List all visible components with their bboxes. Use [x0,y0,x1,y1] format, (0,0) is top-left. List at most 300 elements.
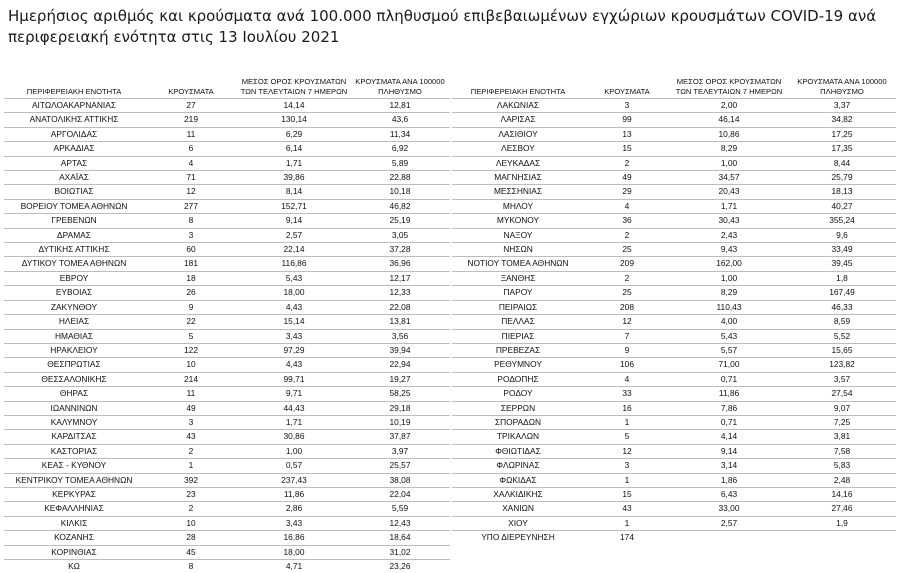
table-row [4,444,450,458]
cases-cell: 10 [144,516,238,530]
avg7-cell: 30,86 [238,430,350,444]
rate-cell: 12,43 [350,516,450,530]
table-row [4,199,450,213]
table-row [4,358,450,372]
cases-cell: 1 [584,516,670,530]
rate-cell: 11,34 [350,127,450,141]
table-row [4,487,450,501]
rate-cell: 5,59 [350,502,450,516]
avg7-cell: 20,43 [670,185,788,199]
region-name-cell: ΚΕΝΤΡΙΚΟΥ ΤΟΜΕΑ ΑΘΗΝΩΝ [4,473,144,487]
rate-cell: 5,52 [788,329,896,343]
region-name-cell: ΜΥΚΟΝΟΥ [452,214,584,228]
cases-cell: 3 [584,99,670,113]
avg7-cell: 8,29 [670,286,788,300]
rate-cell: 9,07 [788,401,896,415]
cases-cell: 1 [144,459,238,473]
region-name-cell: ΚΟΡΙΝΘΙΑΣ [4,545,144,559]
region-name-cell: ΚΩ [4,560,144,573]
rate-cell: 167,49 [788,286,896,300]
avg7-cell: 9,14 [238,214,350,228]
cases-cell: 27 [144,99,238,113]
rate-cell: 29,18 [350,401,450,415]
table-row [4,271,450,285]
avg7-cell: 9,14 [670,444,788,458]
table-row [452,199,896,213]
table-row [452,444,896,458]
table-row [4,343,450,357]
rate-cell: 3,56 [350,329,450,343]
rate-cell: 5,83 [788,459,896,473]
cases-cell: 49 [144,401,238,415]
avg7-cell: 5,57 [670,343,788,357]
table-row [4,228,450,242]
table-row [4,329,450,343]
table-row [4,243,450,257]
right-table-body [452,99,896,545]
avg7-cell: 130,14 [238,113,350,127]
rate-cell: 10,18 [350,185,450,199]
avg7-cell: 5,43 [670,329,788,343]
avg7-cell: 162,00 [670,257,788,271]
avg7-cell: 7,86 [670,401,788,415]
region-name-cell: ΠΡΕΒΕΖΑΣ [452,343,584,357]
table-row [452,372,896,386]
region-name-cell: ΓΡΕΒΕΝΩΝ [4,214,144,228]
cases-cell: 33 [584,387,670,401]
table-row [452,113,896,127]
region-name-cell: ΑΡΚΑΔΙΑΣ [4,142,144,156]
rate-cell: 10,19 [350,415,450,429]
avg7-cell: 30,43 [670,214,788,228]
table-row [452,127,896,141]
avg7-cell: 152,71 [238,199,350,213]
avg7-cell: 46,14 [670,113,788,127]
rate-header: ΚΡΟΥΣΜΑΤΑ ΑΝΑ 100000 ΠΛΗΘΥΣΜΟ [788,66,896,99]
cases-cell: 99 [584,113,670,127]
cases-cell: 392 [144,473,238,487]
rate-cell: 13,81 [350,315,450,329]
region-name-cell: ΚΕΑΣ - ΚΥΘΝΟΥ [4,459,144,473]
cases-cell: 23 [144,487,238,501]
rate-cell: 12,33 [350,286,450,300]
avg7-cell: 3,14 [670,459,788,473]
region-name-cell: ΑΝΑΤΟΛΙΚΗΣ ΑΤΤΙΚΗΣ [4,113,144,127]
rate-cell: 8,44 [788,156,896,170]
rate-cell: 17,25 [788,127,896,141]
rate-cell: 23,26 [350,560,450,573]
avg7-cell: 4,43 [238,300,350,314]
rate-cell: 25,79 [788,171,896,185]
avg7-cell: 2,86 [238,502,350,516]
cases-cell: 122 [144,343,238,357]
table-row [4,516,450,530]
table-row [4,372,450,386]
rate-cell: 58,25 [350,387,450,401]
cases-cell: 5 [584,430,670,444]
cases-cell: 71 [144,171,238,185]
cases-cell: 214 [144,372,238,386]
rate-cell: 17,35 [788,142,896,156]
table-row [4,415,450,429]
region-name-cell: ΚΙΛΚΙΣ [4,516,144,530]
rate-cell: 355,24 [788,214,896,228]
avg7-cell: 39,86 [238,171,350,185]
cases-cell: 2 [144,502,238,516]
cases-cell: 1 [584,415,670,429]
cases-cell: 28 [144,531,238,545]
table-row [4,560,450,573]
region-name-cell: ΚΟΖΑΝΗΣ [4,531,144,545]
avg7-cell: 11,86 [670,387,788,401]
cases-cell: 2 [584,271,670,285]
cases-cell: 12 [144,185,238,199]
avg7-cell: 110,43 [670,300,788,314]
cases-cell: 106 [584,358,670,372]
cases-cell: 2 [584,228,670,242]
rate-cell: 33,49 [788,243,896,257]
region-name-cell: ΚΑΡΔΙΤΣΑΣ [4,430,144,444]
avg7-cell: 1,00 [670,271,788,285]
region-name-cell: ΝΗΣΩΝ [452,243,584,257]
avg7-cell: 97,29 [238,343,350,357]
cases-cell: 4 [584,372,670,386]
table-row [452,228,896,242]
cases-cell: 8 [144,560,238,573]
rate-cell: 18,64 [350,531,450,545]
region-name-cell: ΣΕΡΡΩΝ [452,401,584,415]
region-name-cell: ΜΕΣΣΗΝΙΑΣ [452,185,584,199]
avg7-cell: 1,71 [670,199,788,213]
rate-cell [788,531,896,545]
avg7-header: ΜΕΣΟΣ ΟΡΟΣ ΚΡΟΥΣΜΑΤΩΝ ΤΩΝ ΤΕΛΕΥΤΑΙΩΝ 7 ΗΜΕΡΩΝ [238,66,350,99]
cases-cell: 16 [584,401,670,415]
rate-cell: 8,59 [788,315,896,329]
region-name-cell: ΦΛΩΡΙΝΑΣ [452,459,584,473]
avg7-cell: 99,71 [238,372,350,386]
region-name-cell: ΧΑΛΚΙΔΙΚΗΣ [452,487,584,501]
rate-cell: 19,27 [350,372,450,386]
region-name-cell: ΠΙΕΡΙΑΣ [452,329,584,343]
avg7-cell: 22,14 [238,243,350,257]
table-row [4,99,450,113]
region-header: ΠΕΡΙΦΕΡΕΙΑΚΗ ΕΝΟΤΗΤΑ [4,66,144,99]
table-row [452,401,896,415]
table-row [452,329,896,343]
region-name-cell: ΦΘΙΩΤΙΔΑΣ [452,444,584,458]
region-name-cell: ΧΑΝΙΩΝ [452,502,584,516]
region-name-cell: ΡΟΔΟΥ [452,387,584,401]
region-name-cell: ΝΟΤΙΟΥ ΤΟΜΕΑ ΑΘΗΝΩΝ [452,257,584,271]
table-row [4,171,450,185]
rate-cell: 12,81 [350,99,450,113]
avg7-cell: 71,00 [670,358,788,372]
avg7-cell: 1,00 [238,444,350,458]
table-row [4,127,450,141]
region-name-cell: ΙΩΑΝΝΙΝΩΝ [4,401,144,415]
cases-cell: 4 [584,199,670,213]
avg7-cell: 2,57 [238,228,350,242]
region-name-cell: ΔΥΤΙΚΟΥ ΤΟΜΕΑ ΑΘΗΝΩΝ [4,257,144,271]
rate-cell: 43,6 [350,113,450,127]
cases-cell: 60 [144,243,238,257]
table-row [452,430,896,444]
cases-cell: 5 [144,329,238,343]
avg7-cell: 16,86 [238,531,350,545]
rate-cell: 123,82 [788,358,896,372]
region-name-cell: ΒΟΡΕΙΟΥ ΤΟΜΕΑ ΑΘΗΝΩΝ [4,199,144,213]
cases-cell: 174 [584,531,670,545]
table-row [452,214,896,228]
avg7-cell: 3,43 [238,329,350,343]
rate-cell: 9,6 [788,228,896,242]
avg7-header: ΜΕΣΟΣ ΟΡΟΣ ΚΡΟΥΣΜΑΤΩΝ ΤΩΝ ΤΕΛΕΥΤΑΙΩΝ 7 ΗΜΕΡΩΝ [670,66,788,99]
avg7-cell: 33,00 [670,502,788,516]
rate-cell: 6,92 [350,142,450,156]
rate-header: ΚΡΟΥΣΜΑΤΑ ΑΝΑ 100000 ΠΛΗΘΥΣΜΟ [350,66,450,99]
left-table [4,66,450,573]
rate-cell: 5,89 [350,156,450,170]
table-row [4,531,450,545]
avg7-cell: 2,00 [670,99,788,113]
rate-cell: 14,16 [788,487,896,501]
table-row [452,343,896,357]
table-row [4,156,450,170]
cases-cell: 3 [144,228,238,242]
rate-cell: 7,25 [788,415,896,429]
region-name-cell: ΗΛΕΙΑΣ [4,315,144,329]
rate-cell: 38,08 [350,473,450,487]
region-name-cell: ΗΜΑΘΙΑΣ [4,329,144,343]
region-name-cell: ΝΑΞΟΥ [452,228,584,242]
region-name-cell: ΣΠΟΡΑΔΩΝ [452,415,584,429]
rate-cell: 3,05 [350,228,450,242]
table-row [452,243,896,257]
cases-cell: 208 [584,300,670,314]
cases-cell: 4 [144,156,238,170]
table-row [452,516,896,530]
rate-cell: 40,27 [788,199,896,213]
table-row [452,156,896,170]
rate-cell: 22,88 [350,171,450,185]
cases-cell: 10 [144,358,238,372]
cases-cell: 25 [584,286,670,300]
table-row [452,531,896,545]
left-table-body [4,99,450,573]
rate-cell: 25,19 [350,214,450,228]
rate-cell: 7,58 [788,444,896,458]
avg7-cell: 1,71 [238,156,350,170]
rate-cell: 39,94 [350,343,450,357]
cases-cell: 2 [144,444,238,458]
rate-cell: 22,94 [350,358,450,372]
rate-cell: 22,04 [350,487,450,501]
region-name-cell: ΡΕΘΥΜΝΟΥ [452,358,584,372]
rate-cell: 18,13 [788,185,896,199]
cases-cell: 43 [584,502,670,516]
cases-header: ΚΡΟΥΣΜΑΤΑ [144,66,238,99]
cases-cell: 15 [584,142,670,156]
avg7-cell: 10,86 [670,127,788,141]
rate-cell: 46,33 [788,300,896,314]
table-row [4,214,450,228]
cases-cell: 6 [144,142,238,156]
avg7-cell: 8,29 [670,142,788,156]
region-name-cell: ΔΡΑΜΑΣ [4,228,144,242]
rate-cell: 27,46 [788,502,896,516]
region-name-cell: ΒΟΙΩΤΙΑΣ [4,185,144,199]
rate-cell: 36,96 [350,257,450,271]
cases-cell: 9 [144,300,238,314]
region-name-cell: ΡΟΔΟΠΗΣ [452,372,584,386]
table-row [4,286,450,300]
region-name-cell: ΑΡΤΑΣ [4,156,144,170]
avg7-cell: 4,43 [238,358,350,372]
table-row [452,257,896,271]
cases-cell: 29 [584,185,670,199]
avg7-cell: 237,43 [238,473,350,487]
avg7-cell: 2,43 [670,228,788,242]
rate-cell: 3,97 [350,444,450,458]
region-name-cell: ΛΑΡΙΣΑΣ [452,113,584,127]
cases-cell: 219 [144,113,238,127]
cases-cell: 49 [584,171,670,185]
avg7-cell: 1,71 [238,415,350,429]
rate-cell: 3,37 [788,99,896,113]
rate-cell: 27,54 [788,387,896,401]
table-row [452,286,896,300]
cases-cell: 7 [584,329,670,343]
region-name-cell: ΖΑΚΥΝΘΟΥ [4,300,144,314]
region-name-cell: ΘΕΣΣΑΛΟΝΙΚΗΣ [4,372,144,386]
avg7-cell: 8,14 [238,185,350,199]
cases-cell: 22 [144,315,238,329]
cases-cell: 8 [144,214,238,228]
avg7-cell: 4,14 [670,430,788,444]
rate-cell: 22,08 [350,300,450,314]
avg7-cell: 9,71 [238,387,350,401]
region-name-cell: ΛΕΥΚΑΔΑΣ [452,156,584,170]
avg7-cell: 2,57 [670,516,788,530]
table-row [4,545,450,559]
region-name-cell: ΛΕΣΒΟΥ [452,142,584,156]
table-row [4,142,450,156]
rate-cell: 31,02 [350,545,450,559]
table-row [452,415,896,429]
rate-cell: 15,65 [788,343,896,357]
region-name-cell: ΔΥΤΙΚΗΣ ΑΤΤΙΚΗΣ [4,243,144,257]
region-name-cell: ΑΧΑΪΑΣ [4,171,144,185]
avg7-cell: 4,00 [670,315,788,329]
region-name-cell: ΕΥΒΟΙΑΣ [4,286,144,300]
region-name-cell: ΑΙΤΩΛΟΑΚΑΡΝΑΝΙΑΣ [4,99,144,113]
table-row [4,315,450,329]
region-name-cell: ΑΡΓΟΛΙΔΑΣ [4,127,144,141]
region-name-cell: ΧΙΟΥ [452,516,584,530]
rate-cell: 37,28 [350,243,450,257]
avg7-cell: 3,43 [238,516,350,530]
table-row [452,142,896,156]
table-row [452,358,896,372]
rate-cell: 1,9 [788,516,896,530]
avg7-cell: 18,00 [238,286,350,300]
region-name-cell: ΛΑΚΩΝΙΑΣ [452,99,584,113]
table-row [4,430,450,444]
table-row [4,459,450,473]
table-row [452,185,896,199]
table-row [4,502,450,516]
cases-cell: 12 [584,444,670,458]
avg7-cell: 18,00 [238,545,350,559]
region-name-cell: ΠΕΛΛΑΣ [452,315,584,329]
rate-cell: 37,87 [350,430,450,444]
cases-cell: 181 [144,257,238,271]
rate-cell: 39,45 [788,257,896,271]
region-name-cell: ΗΡΑΚΛΕΙΟΥ [4,343,144,357]
avg7-cell: 116,86 [238,257,350,271]
cases-cell: 9 [584,343,670,357]
cases-cell: 43 [144,430,238,444]
avg7-cell [670,531,788,545]
region-name-cell: ΚΕΡΚΥΡΑΣ [4,487,144,501]
avg7-cell: 15,14 [238,315,350,329]
table-row [4,387,450,401]
region-name-cell: ΤΡΙΚΑΛΩΝ [452,430,584,444]
avg7-cell: 6,43 [670,487,788,501]
table-row [452,387,896,401]
table-row [4,300,450,314]
table-row [452,300,896,314]
avg7-cell: 9,43 [670,243,788,257]
region-name-cell: ΠΕΙΡΑΙΩΣ [452,300,584,314]
avg7-cell: 0,71 [670,372,788,386]
rate-cell: 46,82 [350,199,450,213]
cases-cell: 15 [584,487,670,501]
table-row [4,401,450,415]
page-title: Ημερήσιος αριθμός και κρούσματα ανά 100.000 πληθυσμού επιβεβαιωμένων εγχώριων κρουσμάτων COVID-19 ανά περιφερειακή ενότητα στις 13 Ιουλίου 2021 [8,6,888,48]
avg7-cell: 6,29 [238,127,350,141]
table-row [4,473,450,487]
cases-cell: 209 [584,257,670,271]
region-name-cell: ΥΠΟ ΔΙΕΡΕΥΝΗΣΗ [452,531,584,545]
avg7-cell: 14,14 [238,99,350,113]
table-row [4,113,450,127]
region-name-cell: ΘΗΡΑΣ [4,387,144,401]
table-row [452,459,896,473]
region-name-cell: ΚΑΛΥΜΝΟΥ [4,415,144,429]
rate-cell: 2,48 [788,473,896,487]
region-name-cell: ΚΑΣΤΟΡΙΑΣ [4,444,144,458]
region-name-cell: ΛΑΣΙΘΙΟΥ [452,127,584,141]
rate-cell: 3,57 [788,372,896,386]
region-name-cell: ΠΑΡΟΥ [452,286,584,300]
avg7-cell: 1,00 [670,156,788,170]
avg7-cell: 6,14 [238,142,350,156]
table-row [452,171,896,185]
cases-cell: 3 [144,415,238,429]
cases-cell: 25 [584,243,670,257]
cases-cell: 12 [584,315,670,329]
cases-cell: 13 [584,127,670,141]
region-name-cell: ΦΩΚΙΔΑΣ [452,473,584,487]
cases-cell: 11 [144,127,238,141]
region-name-cell: ΜΑΓΝΗΣΙΑΣ [452,171,584,185]
cases-header: ΚΡΟΥΣΜΑΤΑ [584,66,670,99]
cases-cell: 3 [584,459,670,473]
table-row [452,271,896,285]
cases-cell: 11 [144,387,238,401]
table-row [452,473,896,487]
